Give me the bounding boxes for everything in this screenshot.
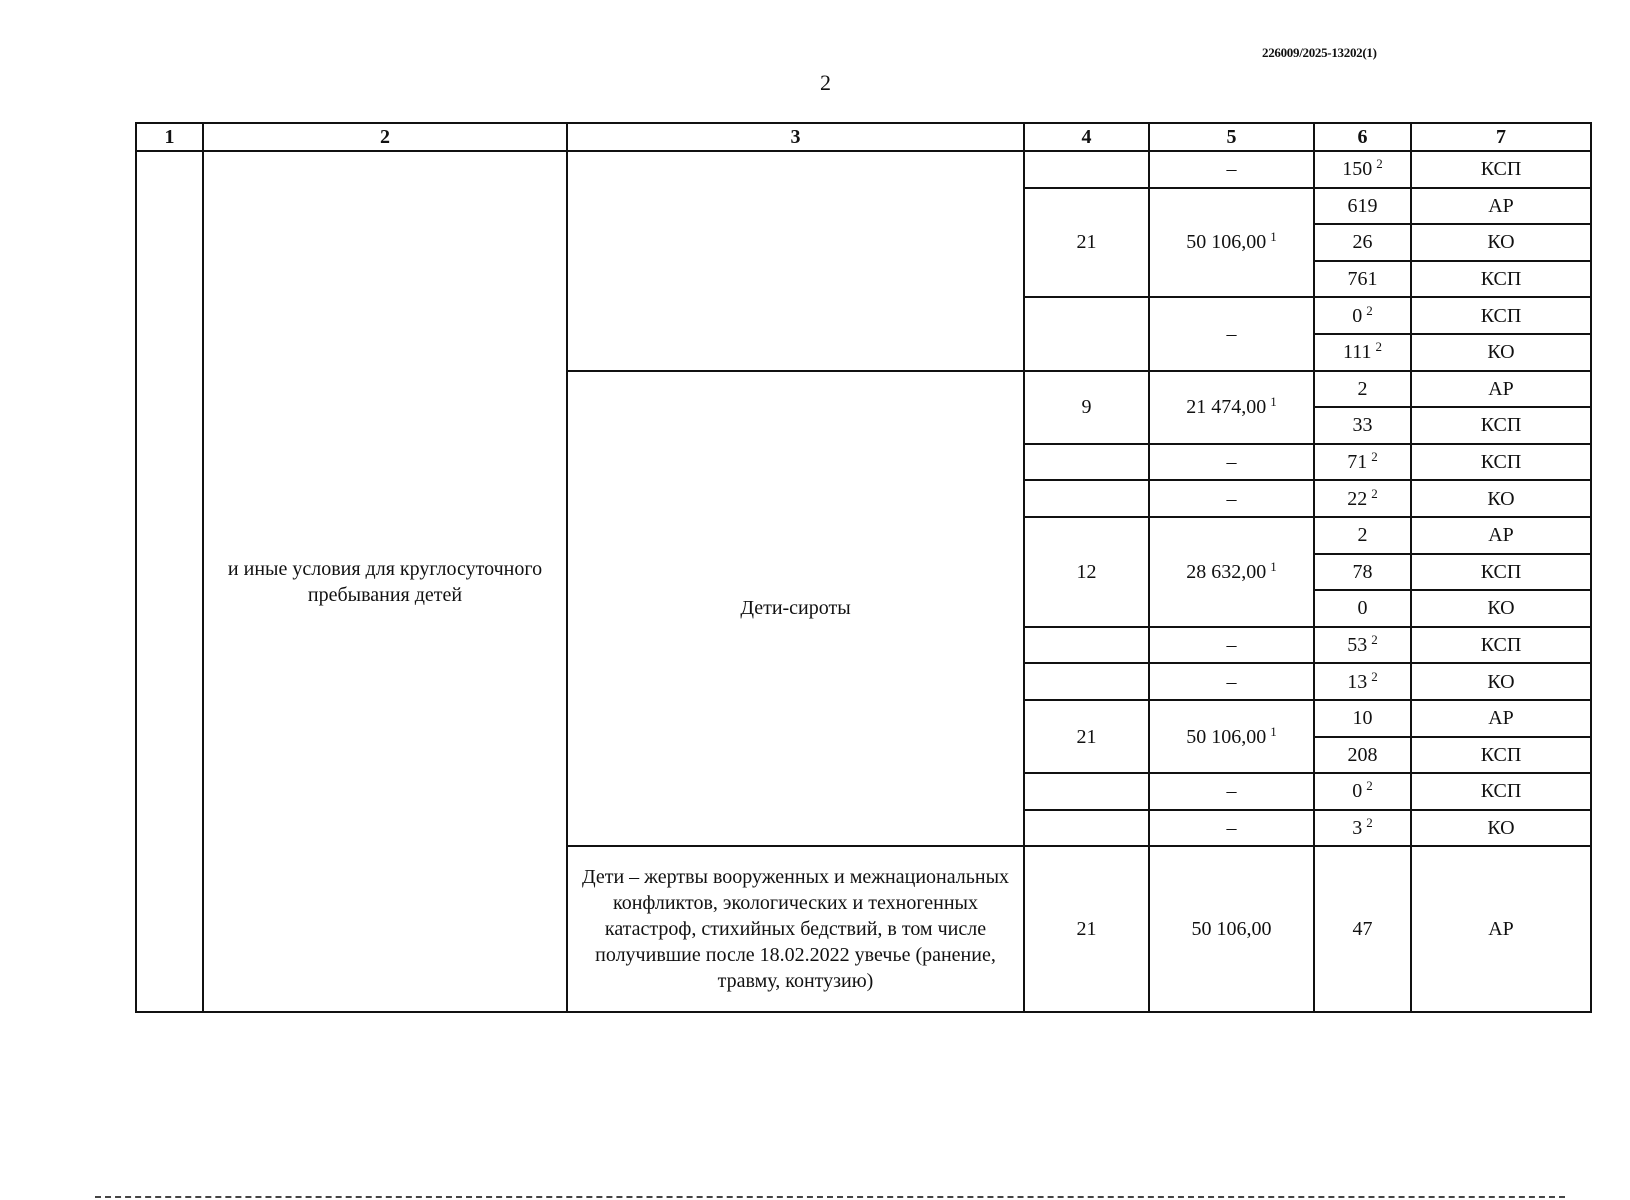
count-value: 13 xyxy=(1347,670,1368,693)
superscript-note: 1 xyxy=(1270,558,1277,574)
rate-value: 50 106,00 xyxy=(1186,725,1267,748)
count-cell xyxy=(1314,188,1411,225)
page-bottom-rule xyxy=(95,1196,1565,1198)
superscript-note: 2 xyxy=(1371,449,1378,465)
count-cell xyxy=(1314,700,1411,737)
superscript-note: 2 xyxy=(1371,485,1378,501)
count-cell xyxy=(1314,737,1411,774)
category-cell xyxy=(567,151,1024,371)
rate-cell xyxy=(1149,517,1314,627)
superscript-note: 1 xyxy=(1270,229,1277,245)
code-cell: АР xyxy=(1411,371,1591,408)
category-cell: Дети – жертвы вооруженных и межнациональных конфликтов, экологических и техногенных катастроф, стихийных бедствий, в том числе получившие после 18.02.2022 увечье (ранение, травму, контузию) xyxy=(567,846,1024,1012)
count-cell xyxy=(1314,554,1411,591)
superscript-note: 2 xyxy=(1376,156,1383,172)
code-cell: КО xyxy=(1411,663,1591,700)
count-value: 22 xyxy=(1347,487,1368,510)
rate-value: – xyxy=(1226,451,1237,474)
code-cell: КСП xyxy=(1411,297,1591,334)
header-cell: 1 xyxy=(136,123,203,151)
category-cell: Дети-сироты xyxy=(567,371,1024,847)
header-cell: 5 xyxy=(1149,123,1314,151)
age-cell: 21 xyxy=(1024,188,1149,298)
age-cell xyxy=(1024,444,1149,481)
header-cell: 2 xyxy=(203,123,567,151)
superscript-note: 1 xyxy=(1270,723,1277,739)
code-cell: КО xyxy=(1411,810,1591,847)
age-cell xyxy=(1024,480,1149,517)
count-cell xyxy=(1314,810,1411,847)
count-cell xyxy=(1314,663,1411,700)
code-cell: АР xyxy=(1411,700,1591,737)
code-cell: КО xyxy=(1411,334,1591,371)
superscript-note: 2 xyxy=(1375,339,1382,355)
institution-type-cell: и иные условия для круглосуточного пребывания детей xyxy=(203,151,567,1012)
count-value: 761 xyxy=(1347,268,1378,291)
count-cell xyxy=(1314,407,1411,444)
rate-cell xyxy=(1149,773,1314,810)
superscript-note: 1 xyxy=(1270,394,1277,410)
count-value: 208 xyxy=(1347,743,1378,766)
count-value: 10 xyxy=(1352,707,1373,730)
count-cell xyxy=(1314,261,1411,298)
superscript-note: 2 xyxy=(1366,778,1373,794)
superscript-note: 2 xyxy=(1366,302,1373,318)
code-cell: КО xyxy=(1411,480,1591,517)
rate-cell xyxy=(1149,480,1314,517)
age-cell xyxy=(1024,773,1149,810)
code-cell: КСП xyxy=(1411,627,1591,664)
count-value: 0 xyxy=(1357,597,1368,620)
rate-cell xyxy=(1149,371,1314,444)
count-value: 619 xyxy=(1347,194,1378,217)
header-cell: 6 xyxy=(1314,123,1411,151)
code-cell: КСП xyxy=(1411,444,1591,481)
code-cell: КО xyxy=(1411,590,1591,627)
code-cell: КСП xyxy=(1411,773,1591,810)
count-cell xyxy=(1314,334,1411,371)
code-cell: АР xyxy=(1411,517,1591,554)
code-cell: АР xyxy=(1411,188,1591,225)
count-value: 3 xyxy=(1352,816,1363,839)
header-cell: 7 xyxy=(1411,123,1591,151)
count-cell xyxy=(1314,517,1411,554)
count-value: 78 xyxy=(1352,560,1373,583)
code-cell: КСП xyxy=(1411,261,1591,298)
rate-value: – xyxy=(1226,322,1237,345)
rate-cell xyxy=(1149,188,1314,298)
count-value: 53 xyxy=(1347,634,1368,657)
rate-value: – xyxy=(1226,158,1237,181)
rate-value: – xyxy=(1226,634,1237,657)
table-body xyxy=(136,151,1591,1012)
age-cell: 12 xyxy=(1024,517,1149,627)
count-cell xyxy=(1314,480,1411,517)
count-value: 33 xyxy=(1352,414,1373,437)
code-cell: КСП xyxy=(1411,407,1591,444)
count-value: 150 xyxy=(1342,158,1373,181)
rate-value: – xyxy=(1226,487,1237,510)
age-cell: 21 xyxy=(1024,846,1149,1012)
rate-cell xyxy=(1149,297,1314,370)
code-cell: АР xyxy=(1411,846,1591,1012)
age-cell: 9 xyxy=(1024,371,1149,444)
page-number: 2 xyxy=(820,70,831,95)
header-cell: 4 xyxy=(1024,123,1149,151)
rate-value: – xyxy=(1226,780,1237,803)
rate-value: 50 106,00 xyxy=(1186,231,1267,254)
count-value: 0 xyxy=(1352,304,1363,327)
age-cell xyxy=(1024,297,1149,370)
count-cell xyxy=(1314,627,1411,664)
rate-cell: 50 106,00 xyxy=(1149,846,1314,1012)
count-value: 26 xyxy=(1352,231,1373,254)
header-cell: 3 xyxy=(567,123,1024,151)
rate-value: 21 474,00 xyxy=(1186,396,1267,419)
count-cell xyxy=(1314,773,1411,810)
count-value: 71 xyxy=(1347,451,1368,474)
age-cell xyxy=(1024,810,1149,847)
rate-cell xyxy=(1149,627,1314,664)
count-cell xyxy=(1314,224,1411,261)
superscript-note: 2 xyxy=(1371,632,1378,648)
rate-value: – xyxy=(1226,816,1237,839)
count-value: 111 xyxy=(1342,341,1372,364)
count-cell xyxy=(1314,297,1411,334)
age-cell xyxy=(1024,151,1149,188)
count-cell xyxy=(1314,590,1411,627)
row-number-cell xyxy=(136,151,203,1012)
count-cell xyxy=(1314,444,1411,481)
rate-cell xyxy=(1149,700,1314,773)
superscript-note: 2 xyxy=(1366,814,1373,830)
count-value: 0 xyxy=(1352,780,1363,803)
code-cell: КСП xyxy=(1411,554,1591,591)
rate-cell xyxy=(1149,151,1314,188)
code-cell: КСП xyxy=(1411,737,1591,774)
superscript-note: 2 xyxy=(1371,668,1378,684)
rate-value: 28 632,00 xyxy=(1186,560,1267,583)
count-cell xyxy=(1314,151,1411,188)
code-cell: КСП xyxy=(1411,151,1591,188)
count-cell: 47 xyxy=(1314,846,1411,1012)
registration-number: 226009/2025-13202(1) xyxy=(1262,45,1377,60)
header-row xyxy=(136,123,1591,151)
rate-cell xyxy=(1149,810,1314,847)
table-row xyxy=(136,151,1591,188)
rate-cell xyxy=(1149,663,1314,700)
data-table xyxy=(135,122,1592,1013)
count-cell xyxy=(1314,371,1411,408)
rate-cell xyxy=(1149,444,1314,481)
rate-value: – xyxy=(1226,670,1237,693)
age-cell xyxy=(1024,627,1149,664)
code-cell: КО xyxy=(1411,224,1591,261)
count-value: 2 xyxy=(1357,524,1368,547)
count-value: 2 xyxy=(1357,377,1368,400)
age-cell: 21 xyxy=(1024,700,1149,773)
age-cell xyxy=(1024,663,1149,700)
